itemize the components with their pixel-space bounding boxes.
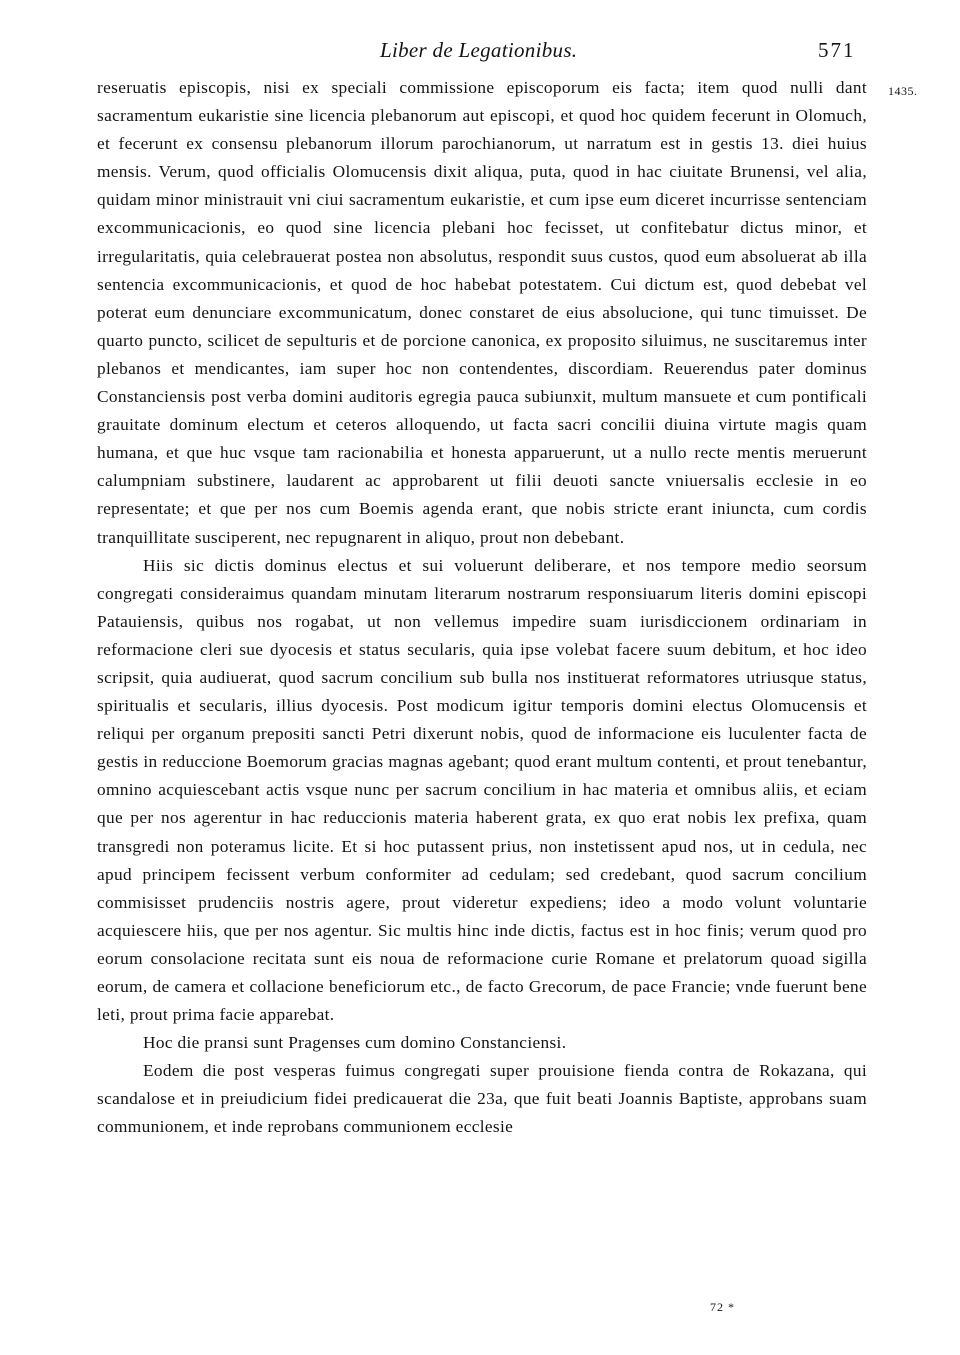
margin-year-note: 1435.	[888, 84, 918, 98]
running-title: Liber de Legationibus.	[380, 38, 578, 62]
paragraph-4: Eodem die post vesperas fuimus congregati super prouisione fienda contra de Rokazana, qui scandalose et in preiudicium fidei predicauerat die 23a, que fuit beati Joannis Baptiste, approbans suam communionem, et inde reprobans communionem ecclesie	[97, 1061, 867, 1137]
paragraph-2: Hiis sic dictis dominus electus et sui voluerunt deliberare, et nos tempore medio seorsum congregati consideraimus quandam minutam literarum nostrarum responsiuarum literis domini episcopi Patauiensis, quibus nos rogabat, ut non vellemus impedire suam iurisdiccionem ordinariam in reformacione cleri sue dyocesis et status secularis, quia ipse volebat facere suum debitum, et hoc ideo scripsit, quia audiuerat, quod sacrum concilium sub bulla nos instituerat reformatores utriusque status, spiritualis et secularis, illius dyocesis. Post modicum igitur temporis domini electus Olomucensis et reliqui per organum prepositi sancti Petri dixerunt nobis, quod de informacione eis luculenter facta de gestis in reduccione Boemorum gracias magnas agebant; quod erant multum contenti, et prout tenebantur, omnino acquiescebant actis vsque nunc per sacrum concilium in hac materia et omnibus aliis, et eciam que per nos agerentur in hac reduccionis materia haberent grata, ex quo erat nobis lex prefixa, quam transgredi non poteramus licite. Et si hoc putassent prius, non instetissent apud nos, ut in cedula, nec apud principem fecissent verbum conformiter ad cedulam; sed credebant, quod sacrum concilium commisisset prudenciis nostris agere, prout videretur expediens; ideo a modo volunt voluntarie acquiescere hiis, que per nos agentur. Sic multis hinc inde dictis, factus est in hoc finis; verum quod pro eorum consolacione recitata sunt eis noua de reformacione curie Romane et prelatorum quoad sigilla eorum, de camera et collacione beneficiorum etc., de facto Grecorum, de pace Francie; vnde fuerunt bene leti, prout prima facie apparebat.	[97, 555, 867, 1025]
signature-mark: 72 *	[710, 1300, 735, 1314]
running-head	[0, 38, 960, 68]
page-number: 571	[818, 38, 856, 62]
body-text	[97, 74, 867, 1142]
paragraph-1: reseruatis episcopis, nisi ex speciali commissione episcoporum eis facta; item quod nulli dant sacramentum eukaristie sine licencia plebanorum aut episcopi, et quod hoc quidem fecerunt in Olomuch, et fecerunt ex consensu plebanorum illorum parochianorum, ut narratum est in gestis 13. diei huius mensis. Verum, quod officialis Olomucensis dixit aliqua, puta, quod in hac ciuitate Brunensi, vel alia, quidam minor ministrauit vni ciui sacramentum eukaristie, et cum ipse eum diceret incurrisse sentenciam excommunicacionis, eo quod sine licencia plebani hoc fecisset, ut confitebatur dictus minor, et irregularitatis, quia celebrauerat postea non absolutus, respondit suus custos, quod eum absoluerat ab illa sentencia excommunicacionis, et quod de hoc habebat potestatem. Cui dictum est, quod debebat vel poterat eum denunciare excommunicatum, donec constaret de eius absolucione, qui tunc timuisset. De quarto puncto, scilicet de sepulturis et de porcione canonica, ex proposito siluimus, ne suscitaremus inter plebanos et mendicantes, iam super hoc non contendentes, discordiam. Reuerendus pater dominus Constanciensis post verba domini auditoris egregia pauca subiunxit, multum mansuete et cum pontificali grauitate dominum electum et ceteros alloquendo, ut facta sacri concilii diuina virtute magis quam humana, et que huc vsque tam racionabilia et honesta apparuerunt, ut a nullo recte mentis meruerunt calumpniam substinere, laudarent ac approbarent ut filii deuoti sancte vniuersalis ecclesie in eo representate; et que per nos cum Boemis agenda erant, que nobis stricte erant iniuncta, cum cordis tranquillitate susciperent, nec repugnarent in aliquo, prout non debebant.	[97, 78, 867, 547]
paragraph-3: Hoc die pransi sunt Pragenses cum domino Constanciensi.	[143, 1033, 567, 1053]
